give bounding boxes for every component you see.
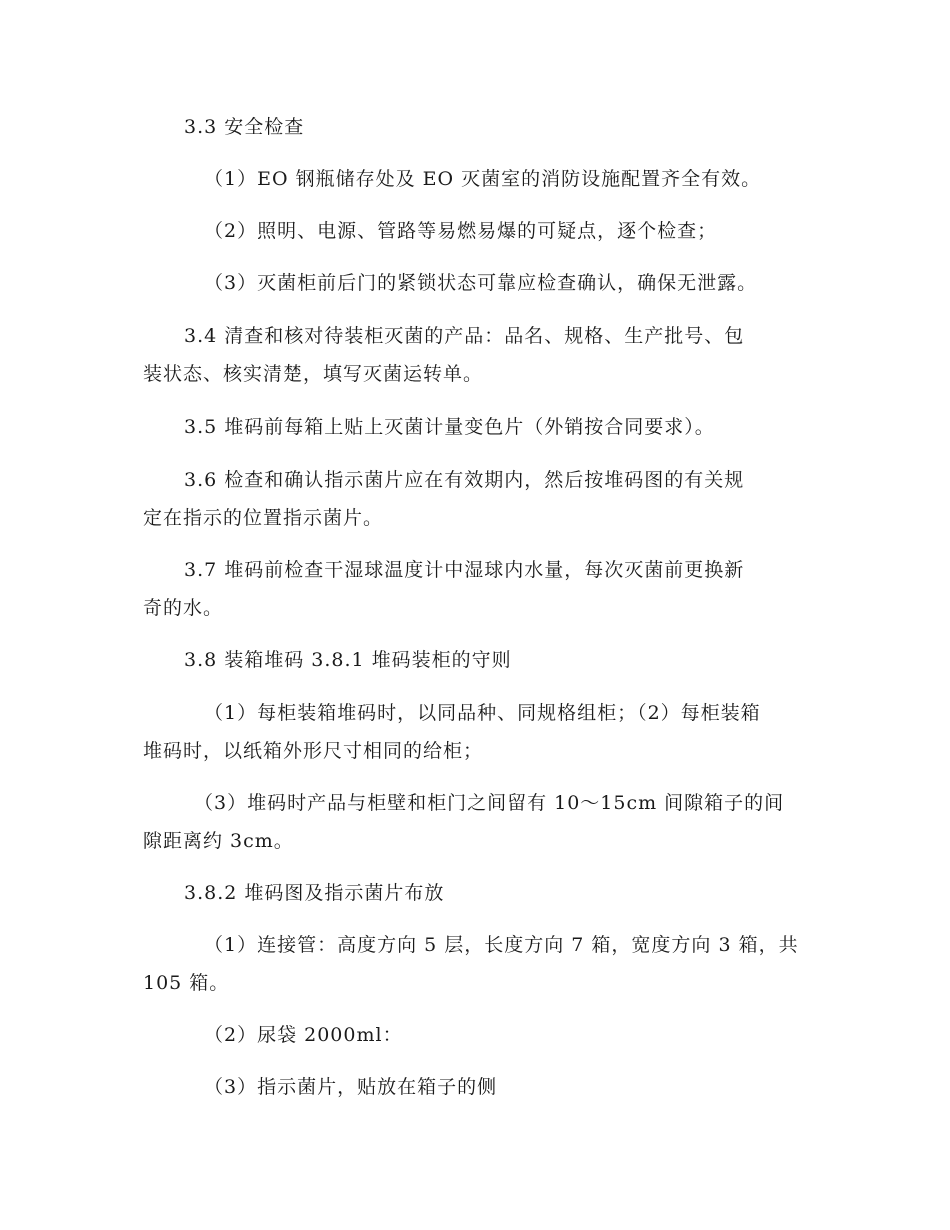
paragraph-line: （2）照明、电源、管路等易燃易爆的可疑点，逐个检查； [204, 220, 718, 242]
section-3-6-line: 3.6 检查和确认指示菌片应在有效期内，然后按堆码图的有关规 [184, 469, 745, 491]
paragraph-line: （1）连接管：高度方向 5 层，长度方向 7 箱，宽度方向 3 箱，共 [204, 934, 799, 956]
paragraph-line: 隙距离约 3cm。 [143, 830, 294, 852]
section-heading-3-3: 3.3 安全检查 [184, 116, 305, 138]
paragraph-line: （2）尿袋 2000ml： [204, 1024, 403, 1046]
section-3-7-line: 3.7 堆码前检查干湿球温度计中湿球内水量，每次灭菌前更换新 [184, 559, 745, 581]
paragraph-line: 装状态、核实清楚，填写灭菌运转单。 [143, 363, 484, 385]
paragraph-line: 奇的水。 [143, 597, 224, 619]
paragraph-line: （3）堆码时产品与柜壁和柜门之间留有 10～15cm 间隙箱子的间 [194, 792, 785, 814]
paragraph-line: （3）指示菌片，贴放在箱子的侧 [204, 1076, 498, 1098]
paragraph-line: 堆码时，以纸箱外形尺寸相同的给柜； [143, 740, 484, 762]
section-heading-3-8: 3.8 装箱堆码 3.8.1 堆码装柜的守则 [184, 649, 512, 671]
section-heading-3-8-2: 3.8.2 堆码图及指示菌片布放 [184, 882, 445, 904]
paragraph-line: （1）EO 钢瓶储存处及 EO 灭菌室的消防设施配置齐全有效。 [204, 168, 762, 190]
section-3-4-line: 3.4 清查和核对待装柜灭菌的产品：品名、规格、生产批号、包 [184, 325, 745, 347]
section-3-5-line: 3.5 堆码前每箱上贴上灭菌计量变色片（外销按合同要求）。 [184, 416, 715, 438]
paragraph-line: （3）灭菌柜前后门的紧锁状态可靠应检查确认，确保无泄露。 [204, 272, 758, 294]
paragraph-line: 定在指示的位置指示菌片。 [143, 507, 384, 529]
paragraph-line: 105 箱。 [143, 972, 230, 994]
paragraph-line: （1）每柜装箱堆码时，以同品种、同规格组柜；（2）每柜装箱 [204, 702, 761, 724]
